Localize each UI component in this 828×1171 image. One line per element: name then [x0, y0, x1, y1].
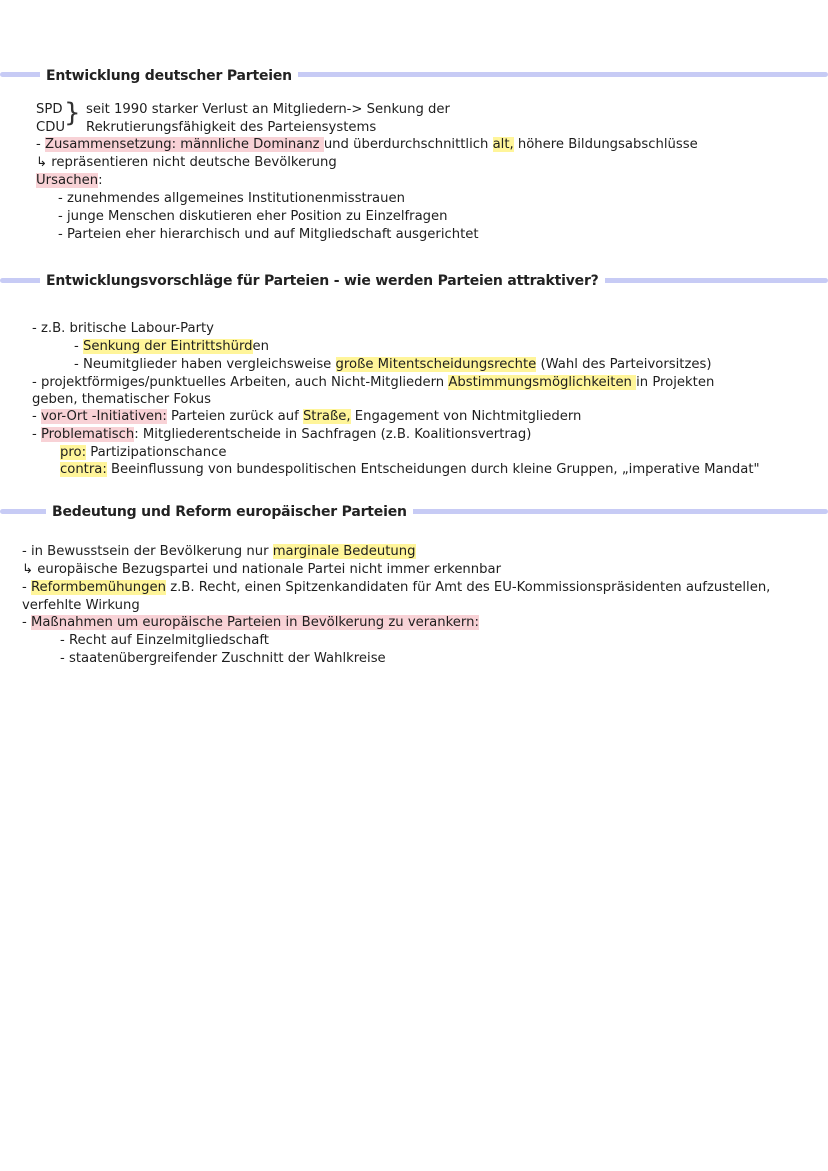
section-title-3: Bedeutung und Reform europäischer Parteien — [46, 502, 413, 522]
section-title-1: Entwicklung deutscher Parteien — [40, 66, 298, 86]
highlight-yellow: contra: — [60, 462, 107, 477]
text-line: verfehlte Wirkung — [22, 598, 140, 613]
text-fragment: Partizipationschance — [86, 445, 227, 460]
highlight-yellow: Abstimmungsmöglichkeiten — [448, 375, 637, 390]
text-fragment: - in Bewusstsein der Bevölkerung nur — [22, 544, 273, 559]
highlight-yellow: große Mitentscheidungsrechte — [335, 357, 537, 372]
label-spd: SPD — [36, 102, 63, 117]
text-fragment: en — [252, 339, 269, 354]
highlight-red: Zusammensetzung: — [44, 137, 177, 152]
highlight-yellow: marginale Bedeutung — [272, 544, 416, 559]
highlight-red: Ursachen — [36, 173, 99, 188]
text-fragment: - — [32, 409, 41, 424]
text-line: ↳ europäische Bezugspartei und nationale Partei nicht immer erkennbar — [22, 562, 502, 577]
text-fragment: z.B. Recht, einen Spitzenkandidaten für Amt des EU-Kommissionspräsidenten aufzustellen, — [166, 580, 771, 595]
text-fragment: höhere Bildungsabschlüsse — [513, 137, 698, 152]
list-item: - junge Menschen diskutieren eher Position zu Einzelfragen — [58, 209, 448, 224]
text-line — [32, 426, 531, 443]
text-fragment: in Projekten — [636, 375, 715, 390]
list-item: - staatenübergreifender Zuschnitt der Wahlkreise — [60, 651, 386, 666]
text-line — [60, 444, 227, 461]
list-item: - Parteien eher hierarchisch und auf Mitgliedschaft ausgerichtet — [58, 227, 479, 242]
text-fragment: : — [98, 173, 103, 188]
text-fragment: Parteien zurück auf — [166, 409, 303, 424]
label-cdu: CDU — [36, 120, 66, 135]
text-line — [22, 614, 479, 631]
list-item — [74, 356, 712, 373]
highlight-yellow: Straße, — [302, 409, 351, 424]
text-fragment: - — [74, 339, 83, 354]
text-line — [60, 461, 760, 478]
text-fragment: und überdurchschnittlich — [323, 137, 493, 152]
text-line — [36, 172, 103, 189]
text-fragment: - — [22, 615, 31, 630]
text-line: seit 1990 starker Verlust an Mitgliedern-> Senkung der — [86, 102, 450, 117]
highlight-yellow: Reformbemühungen — [30, 580, 166, 595]
text-line — [32, 374, 714, 391]
section-title-2: Entwicklungsvorschläge für Parteien - wie werden Parteien attraktiver? — [40, 271, 605, 291]
highlight-yellow: alt, — [492, 137, 514, 152]
highlight-yellow: Senkung der Eintrittshürd — [82, 339, 253, 354]
text-fragment: Engagement von Nichtmitgliedern — [350, 409, 582, 424]
text-line — [22, 543, 416, 560]
text-line: ↳ repräsentieren nicht deutsche Bevölkerung — [36, 155, 337, 170]
list-item: - zunehmendes allgemeines Institutionenmisstrauen — [58, 191, 405, 206]
list-item: - Recht auf Einzelmitgliedschaft — [60, 633, 269, 648]
text-fragment: - — [32, 427, 41, 442]
highlight-red: Problematisch — [40, 427, 135, 442]
text-fragment: - — [22, 580, 31, 595]
brace-icon: } — [64, 98, 81, 128]
text-fragment: - Neumitglieder haben vergleichsweise — [74, 357, 336, 372]
highlight-yellow: pro: — [60, 445, 87, 460]
list-item — [74, 338, 269, 355]
text-line: - z.B. britische Labour-Party — [32, 321, 214, 336]
text-line: Rekrutierungsfähigkeit des Parteiensystems — [86, 120, 377, 135]
highlight-red: männliche Dominanz — [176, 137, 324, 152]
text-line — [32, 408, 581, 425]
text-line — [22, 579, 770, 596]
highlight-red: Maßnahmen um europäische Parteien in Bevölkerung zu verankern: — [30, 615, 479, 630]
text-fragment: Beeinflussung von bundespolitischen Entscheidungen durch kleine Gruppen, „imperative Mandat" — [106, 462, 760, 477]
text-line — [36, 136, 698, 153]
text-line: geben, thematischer Fokus — [32, 392, 211, 407]
text-fragment: : Mitgliederentscheide in Sachfragen (z.B. Koalitionsvertrag) — [134, 427, 532, 442]
text-fragment: (Wahl des Parteivorsitzes) — [536, 357, 712, 372]
text-fragment: - projektförmiges/punktuelles Arbeiten, auch Nicht-Mitgliedern — [32, 375, 449, 390]
highlight-red: vor-Ort -Initiativen: — [40, 409, 167, 424]
text-fragment: - — [36, 137, 45, 152]
